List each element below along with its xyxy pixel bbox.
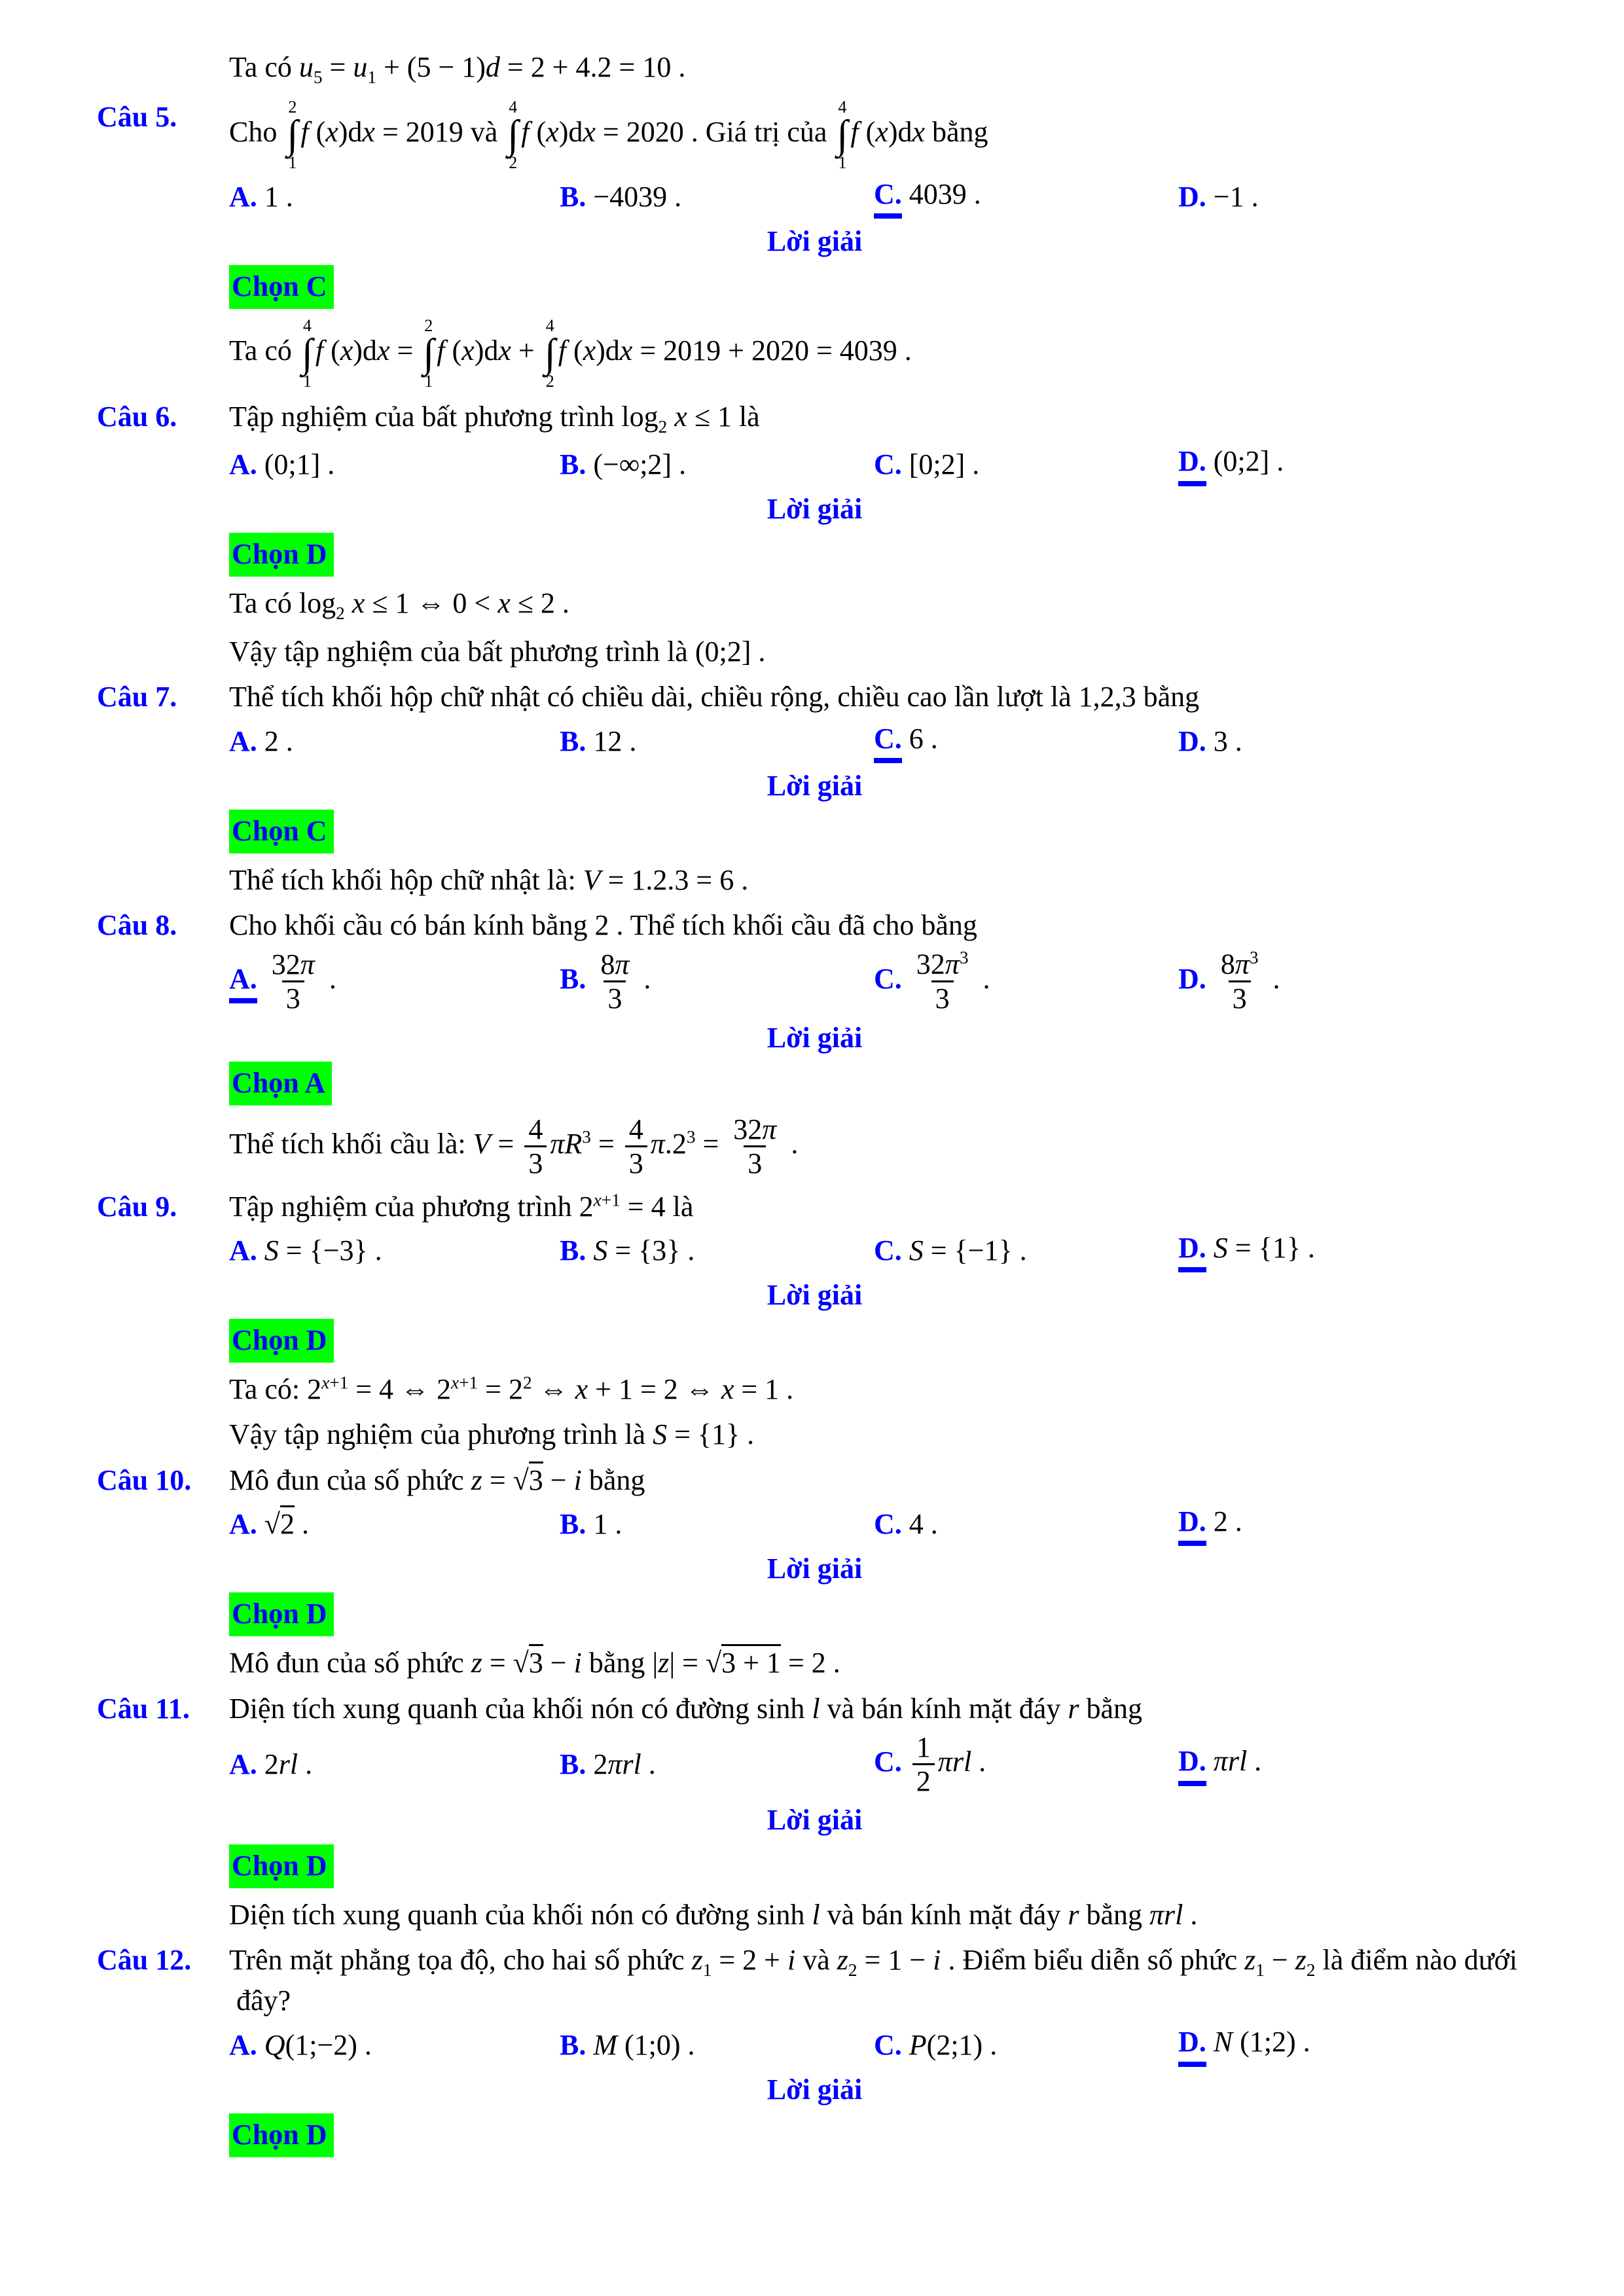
option-value: 2rl . xyxy=(257,1748,313,1780)
answer-option xyxy=(874,1232,1178,1269)
chosen-answer-badge: Chọn A xyxy=(229,1062,332,1105)
option-letter: C. xyxy=(874,448,902,480)
option-letter: A. xyxy=(229,2028,257,2061)
answer-options-row xyxy=(229,442,1532,486)
solution-header: Lời giải xyxy=(767,769,863,802)
option-letter-correct: D. xyxy=(1178,2023,1206,2066)
answer-option xyxy=(874,1731,1178,1798)
answer-option xyxy=(229,723,560,760)
option-value: $\frac{1}{2}$ πrl . xyxy=(902,1746,986,1778)
solution-lines xyxy=(229,1113,1532,1180)
solution-header: Lời giải xyxy=(767,1804,863,1837)
answer-option xyxy=(874,720,1178,763)
answer-options-row xyxy=(229,1731,1532,1798)
answer-option xyxy=(229,1232,560,1269)
option-value: 2 . xyxy=(1206,1505,1242,1537)
question-number: Câu 10. xyxy=(97,1463,192,1496)
option-letter-correct: C. xyxy=(874,720,902,763)
question-block xyxy=(97,1941,1532,2157)
answer-option xyxy=(874,2026,1178,2064)
solution-line: Ta có 4 ∫ 1 f (x)dx = 2 ∫ 1 f (x)dx + 4 ∫ 2 f (x)dx = 2019 + 2020 = 4039 . xyxy=(229,316,912,391)
answer-option xyxy=(560,1232,874,1269)
chosen-answer-wrap xyxy=(229,1592,1532,1636)
answer-options-row xyxy=(229,1229,1532,1272)
answer-option xyxy=(1178,723,1532,760)
option-letter-correct: D. xyxy=(1178,442,1206,486)
option-value: [0;2] . xyxy=(901,448,980,480)
answer-option xyxy=(560,723,874,760)
question-number: Câu 11. xyxy=(97,1692,190,1725)
answer-options-row xyxy=(229,948,1532,1014)
answer-option xyxy=(1178,1742,1532,1785)
option-value: 3 . xyxy=(1206,725,1242,757)
chosen-answer-badge: Chọn D xyxy=(229,533,334,577)
question-text: Trên mặt phẳng tọa độ, cho hai số phức $z_1 = 2 + i$ và $z_2 = 1 - i$ . Điểm biểu diễn số phức $z_1 - z_2$ là điểm nào dưới đây? xyxy=(229,1943,1518,2017)
answer-option xyxy=(560,1746,874,1783)
question-block xyxy=(97,398,1532,670)
solution-lines xyxy=(229,861,1532,899)
question-number: Câu 12. xyxy=(97,1943,192,1976)
option-value: 4039 . xyxy=(901,177,981,210)
option-letter: A. xyxy=(229,1748,257,1780)
chosen-answer-badge: Chọn C xyxy=(229,810,334,853)
chosen-answer-badge: Chọn D xyxy=(229,1844,334,1888)
question-block xyxy=(97,1690,1532,1933)
option-letter: C. xyxy=(874,1745,902,1778)
option-value: S = {3} . xyxy=(593,1234,695,1267)
option-letter: B. xyxy=(560,1508,586,1541)
answer-option xyxy=(229,446,560,483)
option-value: M (1;0) . xyxy=(593,2028,695,2061)
option-letter-correct: C. xyxy=(874,175,902,219)
answer-option xyxy=(560,446,874,483)
chosen-answer-badge: Chọn D xyxy=(229,1319,334,1363)
option-value: $\frac{32\pi}{3}$ . xyxy=(271,948,336,1015)
option-letter: B. xyxy=(560,181,586,213)
solution-line: Diện tích xung quanh của khối nón có đường sinh l và bán kính mặt đáy r bằng πrl . xyxy=(229,1898,1198,1931)
question-block xyxy=(97,98,1532,390)
answer-option xyxy=(1178,178,1532,215)
solution-lines xyxy=(229,317,1532,390)
question-block xyxy=(97,906,1532,1179)
option-value: 2 . xyxy=(257,725,293,757)
option-letter-correct: D. xyxy=(1178,1742,1206,1785)
question-number: Câu 7. xyxy=(97,681,177,713)
chosen-answer-badge: Chọn C xyxy=(229,265,334,309)
solution-header: Lời giải xyxy=(767,492,863,525)
option-value: 12 . xyxy=(586,725,637,757)
question-text: Cho 2 ∫ 1 f (x)dx = 2019 và 4 ∫ 2 f (x)dx = 2020 . Giá trị của 4 ∫ 1 f (x)dx bằng xyxy=(229,98,988,172)
answer-option xyxy=(874,446,1178,483)
solution-line: Ta có $\log_2 x \le 1$ ⇔ 0 < x ≤ 2 . xyxy=(229,586,569,623)
option-value: −1 . xyxy=(1206,181,1259,213)
answer-option xyxy=(1178,1503,1532,1546)
solution-line: Mô đun của số phức z = √3 − i bằng |z| = √3 + 1 = 2 . xyxy=(229,1644,1532,1681)
option-letter: A. xyxy=(229,725,257,757)
option-letter-correct: D. xyxy=(1178,1229,1206,1272)
option-value: 4 . xyxy=(901,1508,938,1541)
option-value: 1 . xyxy=(586,1508,623,1541)
option-letter: A. xyxy=(229,1234,257,1267)
answer-option xyxy=(229,948,560,1015)
option-letter: C. xyxy=(874,1508,902,1541)
option-letter: B. xyxy=(560,1234,586,1267)
answer-option xyxy=(560,178,874,215)
option-letter-correct: A. xyxy=(229,960,257,1003)
chosen-answer-badge: Chọn D xyxy=(229,2113,334,2157)
option-value: S = {1} . xyxy=(1213,1231,1315,1264)
chosen-answer-wrap xyxy=(229,2113,1532,2157)
solution-lines xyxy=(229,1896,1532,1933)
answer-option xyxy=(1178,2023,1532,2066)
questions-container xyxy=(97,98,1532,2157)
solution-header: Lời giải xyxy=(767,1278,863,1311)
answer-option xyxy=(229,1505,560,1543)
option-letter: D. xyxy=(1178,725,1206,757)
question-text: Thể tích khối hộp chữ nhật có chiều dài, chiều rộng, chiều cao lần lượt là 1,2,3 bằng xyxy=(229,681,1200,713)
option-value: 1 . xyxy=(257,181,293,213)
option-value: 2πrl . xyxy=(586,1748,656,1780)
answer-option xyxy=(560,948,874,1015)
solution-line: Thể tích khối hộp chữ nhật là: V = 1.2.3 = 6 . xyxy=(229,864,749,897)
question-text: Tập nghiệm của phương trình $2^{x+1} = 4$ là xyxy=(229,1189,694,1223)
question-number: Câu 5. xyxy=(97,101,177,134)
chosen-answer-wrap xyxy=(229,533,1532,577)
question-block xyxy=(97,1188,1532,1454)
chosen-answer-wrap xyxy=(229,1062,1532,1105)
option-letter: C. xyxy=(874,962,902,995)
answer-options-row xyxy=(229,720,1532,763)
question-number: Câu 9. xyxy=(97,1190,177,1223)
option-letter: A. xyxy=(229,181,257,213)
chosen-answer-badge: Chọn D xyxy=(229,1592,334,1636)
option-value: 6 . xyxy=(901,722,938,755)
option-value: √2 . xyxy=(257,1505,309,1540)
option-value: −4039 . xyxy=(586,181,682,213)
option-letter: B. xyxy=(560,2028,586,2061)
option-letter: A. xyxy=(229,1508,257,1541)
chosen-answer-wrap xyxy=(229,1319,1532,1363)
answer-option xyxy=(874,1505,1178,1543)
question-text: Diện tích xung quanh của khối nón có đường sinh l và bán kính mặt đáy r bằng xyxy=(229,1692,1142,1725)
previous-question-solution-line: Ta có $u_5 = u_1 + (5 - 1)d = 2 + 4.2 = 10$ . xyxy=(229,51,686,87)
solution-lines xyxy=(229,1371,1532,1453)
answer-option xyxy=(229,178,560,215)
option-letter: B. xyxy=(560,1748,586,1780)
solution-header: Lời giải xyxy=(767,2073,863,2106)
answer-option xyxy=(1178,948,1532,1014)
option-letter: A. xyxy=(229,448,257,480)
question-text: Cho khối cầu có bán kính bằng 2 . Thể tích khối cầu đã cho bằng xyxy=(229,909,977,942)
answer-option xyxy=(560,1505,874,1543)
question-text: Tập nghiệm của bất phương trình $\log_2 x \le 1$ là xyxy=(229,401,760,437)
answer-option xyxy=(1178,1229,1532,1272)
option-value: S = {−3} . xyxy=(264,1234,382,1267)
question-number: Câu 6. xyxy=(97,401,177,433)
option-letter: B. xyxy=(560,962,586,995)
option-value: (0;2] . xyxy=(1206,445,1284,478)
option-value: $\frac{32\pi^3}{3}$ . xyxy=(916,948,990,1015)
option-letter: C. xyxy=(874,1234,902,1267)
option-letter: D. xyxy=(1178,962,1206,995)
answer-option xyxy=(229,2026,560,2064)
question-text: Mô đun của số phức z = √3 − i bằng xyxy=(229,1462,1532,1499)
solution-header: Lời giải xyxy=(767,1021,863,1054)
option-value: Q(1;−2) . xyxy=(264,2028,372,2061)
option-value: P(2;1) . xyxy=(909,2028,998,2061)
solution-lines xyxy=(229,1644,1532,1681)
answer-option xyxy=(560,2026,874,2064)
solution-line: Ta có: $2^{x+1} = 4$ ⇔ $2^{x+1} = 2^2$ ⇔ x + 1 = 2 ⇔ x = 1 . xyxy=(229,1372,794,1406)
option-value: S = {−1} . xyxy=(909,1234,1027,1267)
answer-option xyxy=(1178,442,1532,486)
answer-option xyxy=(874,948,1178,1014)
solution-line: Thể tích khối cầu là: V = $\frac{4}{3}$ $\pi R^3$ = $\frac{4}{3}$ $\pi.2^3$ = $\frac{32\pi}{3}$ . xyxy=(229,1113,799,1180)
answer-options-row xyxy=(229,2023,1532,2066)
option-value: $\frac{8\pi}{3}$ . xyxy=(600,948,651,1015)
answer-option xyxy=(229,1746,560,1783)
answer-options-row xyxy=(229,175,1532,219)
solution-line: Vậy tập nghiệm của bất phương trình là (0;2] . xyxy=(229,636,766,668)
option-letter: B. xyxy=(560,448,586,480)
option-value: $\frac{8\pi^3}{3}$ . xyxy=(1220,948,1280,1015)
chosen-answer-wrap xyxy=(229,810,1532,853)
question-block xyxy=(97,1462,1532,1682)
option-letter-correct: D. xyxy=(1178,1503,1206,1546)
solution-header: Lời giải xyxy=(767,225,863,258)
answer-options-row xyxy=(229,1503,1532,1546)
option-letter: C. xyxy=(874,2028,902,2061)
question-block xyxy=(97,678,1532,899)
option-value: N (1;2) . xyxy=(1213,2026,1310,2058)
option-letter: B. xyxy=(560,725,586,757)
chosen-answer-wrap xyxy=(229,1844,1532,1888)
solution-header: Lời giải xyxy=(767,1552,863,1585)
chosen-answer-wrap xyxy=(229,265,1532,309)
answer-option xyxy=(874,175,1178,219)
option-value: (0;1] . xyxy=(257,448,335,480)
option-value: (−∞;2] . xyxy=(586,448,687,480)
option-letter: D. xyxy=(1178,181,1206,213)
question-number: Câu 8. xyxy=(97,909,177,942)
solution-line: Vậy tập nghiệm của phương trình là S = {1} . xyxy=(229,1418,755,1451)
solution-lines xyxy=(229,584,1532,670)
option-value: πrl . xyxy=(1213,1745,1262,1778)
